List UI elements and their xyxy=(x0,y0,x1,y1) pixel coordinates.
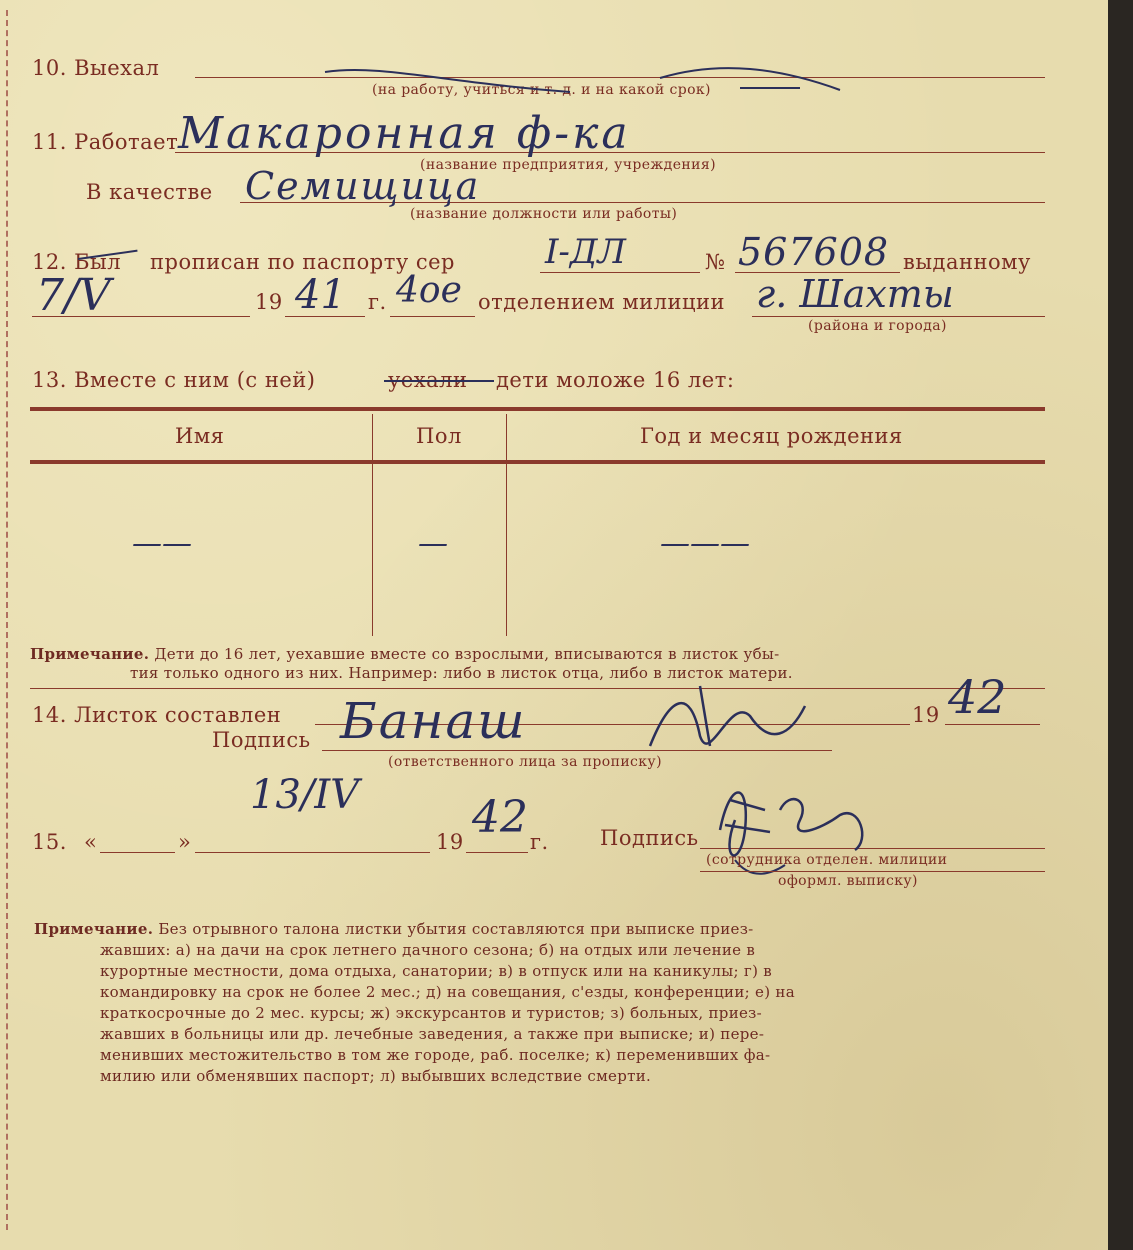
note2-line-2: курортные местности, дома отдыха, санатории; в) в отпуск или на каникулы; г) в xyxy=(100,962,773,980)
field15-year-prefix: 19 xyxy=(436,830,464,854)
table-top-rule xyxy=(30,407,1045,411)
note2-line-7: милию или обменявших паспорт; л) выбывших вследствие смерти. xyxy=(100,1067,652,1085)
field13-struck-word: уехали xyxy=(388,368,468,392)
note1-text-line1: Дети до 16 лет, уехавшие вместе со взрослыми, вписываются в листок убы- xyxy=(154,645,780,663)
field12-issued-label: выданному xyxy=(903,250,1031,274)
note1-line1 xyxy=(30,645,780,663)
field15-day: 13/IV xyxy=(250,772,360,818)
table-header-rule xyxy=(30,460,1045,464)
note2-line-0 xyxy=(34,920,754,938)
note2-line-1: жавших: а) на дачи на срок летнего дачного сезона; б) на отдых или лечение в xyxy=(100,941,756,959)
note2-text-line: Без отрывного талона листки убытия составляются при выписке приез- xyxy=(158,920,754,938)
note2-line-3: командировку на срок не более 2 мес.; д) на совещания, с'езды, конференции; е) на xyxy=(100,983,795,1001)
table-cell-name: —— xyxy=(132,526,192,561)
note2-line-5: жавших в больницы или др. лечебные заведения, а также при выписке; и) пере- xyxy=(100,1025,765,1043)
field12-number-label: № xyxy=(705,250,726,274)
field12-dept-line xyxy=(390,316,475,317)
note2-line-6: менивших местожительство в том же городе, раб. поселке; к) переменивших фа- xyxy=(100,1046,771,1064)
field12-city: г. Шахты xyxy=(756,272,954,316)
field11-value: Макаронная ф-ка xyxy=(178,108,631,159)
field15-year-unit: г. xyxy=(530,830,549,854)
field11-position-label: В качестве xyxy=(86,180,213,204)
field12-day: 7/Ⅴ xyxy=(36,270,111,321)
field15-signature-label: Подпись xyxy=(600,826,699,850)
field15-month-line xyxy=(195,852,430,853)
field15-quote-open: « xyxy=(84,830,98,854)
field14-year-suffix: 42 xyxy=(948,670,1007,724)
field12-year-suffix: 41 xyxy=(295,272,346,318)
field14-label: 14. Листок составлен xyxy=(32,703,282,727)
field10-strike-marks xyxy=(320,58,860,98)
field13-label: 13. Вместе с ним (с ней) xyxy=(32,368,316,392)
field12-city-line xyxy=(752,316,1045,317)
note2-lead: Примечание. xyxy=(34,920,154,938)
table-header-name: Имя xyxy=(175,424,225,448)
field15-signature xyxy=(690,770,890,890)
field12-series-line xyxy=(540,272,700,273)
note1-rule xyxy=(30,688,1045,689)
field15-day-line xyxy=(100,852,175,853)
note1-text-line2: тия только одного из них. Например: либо в листок отца, либо в листок матери. xyxy=(130,664,793,682)
field11-label: 11. Работает xyxy=(32,130,179,154)
field14-year-line xyxy=(945,724,1040,725)
field14-year-prefix: 19 xyxy=(912,703,940,727)
field12-dept-num: 4ое xyxy=(396,270,462,311)
field15-caption-line2: оформл. выписку) xyxy=(778,873,918,889)
table-col-divider-2 xyxy=(506,414,507,636)
field12-series: I-ДЛ xyxy=(545,232,626,272)
table-header-sex: Пол xyxy=(416,424,462,448)
field15-year-line xyxy=(466,852,528,853)
field15-year-suffix: 42 xyxy=(472,792,528,843)
field12-year-unit: г. xyxy=(368,290,387,314)
table-col-divider-1 xyxy=(372,414,373,636)
table-header-birth: Год и месяц рождения xyxy=(640,424,903,448)
table-cell-birth: ——— xyxy=(660,526,750,561)
field15-quote-close: » xyxy=(178,830,192,854)
field13-strike xyxy=(384,380,494,382)
field12-label-part2: прописан по паспорту сер xyxy=(150,250,455,274)
field14-signature: Банаш xyxy=(340,692,527,750)
note1-lead: Примечание. xyxy=(30,645,150,663)
field12-caption: (района и города) xyxy=(808,318,947,334)
field10-caption: (на работу, учиться и т. д. и на какой срок) xyxy=(372,82,711,98)
field11-caption: (название предприятия, учреждения) xyxy=(420,157,716,173)
field12-year-prefix: 19 xyxy=(255,290,283,314)
field11-position-caption: (название должности или работы) xyxy=(410,206,678,222)
field12-dept-label: отделением милиции xyxy=(478,290,725,314)
note2-line-4: краткосрочные до 2 мес. курсы; ж) экскурсантов и туристов; з) больных, приез- xyxy=(100,1004,763,1022)
table-cell-sex: — xyxy=(418,526,448,561)
field14-signature-flourish xyxy=(640,676,820,776)
field15-label: 15. xyxy=(32,830,67,854)
field14-caption: (ответственного лица за прописку) xyxy=(388,754,662,770)
field15-caption-line1: (сотрудника отделен. милиции xyxy=(706,852,948,868)
field14-signature-label: Подпись xyxy=(212,728,311,752)
perforation-edge xyxy=(6,10,8,1230)
field11-position-value: Семищица xyxy=(245,164,481,208)
field12-number: 567608 xyxy=(738,230,890,274)
field13-label-rest: дети моложе 16 лет: xyxy=(496,368,735,392)
field10-label: 10. Выехал xyxy=(32,56,160,80)
field12-label-part1: 12. Был xyxy=(32,250,122,274)
field15-caption-rule xyxy=(700,871,1045,872)
